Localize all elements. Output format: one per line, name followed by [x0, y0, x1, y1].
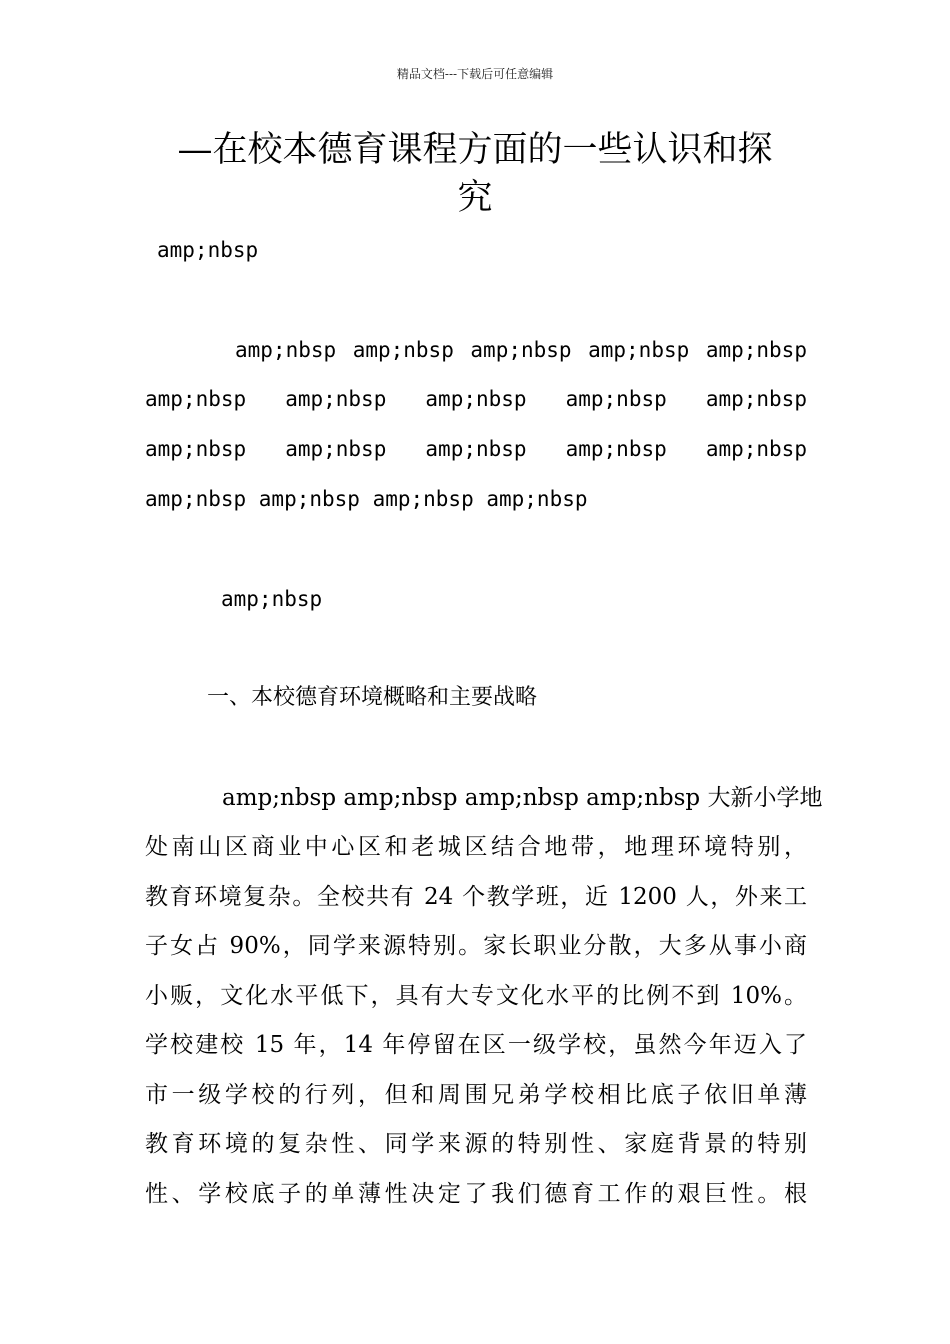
- paragraph-line: 性、学校底子的单薄性决定了我们德育工作的艰巨性。根: [145, 1181, 807, 1207]
- title-line-2: 究: [457, 178, 493, 218]
- nbsp-row-3: [145, 434, 807, 464]
- nbsp-token: amp;nbsp: [565, 387, 667, 411]
- nbsp-token: amp;nbsp: [705, 437, 807, 461]
- nbsp-token: amp;nbsp: [470, 338, 572, 362]
- nbsp-token: amp;nbsp: [565, 437, 667, 461]
- paragraph-line: 市一级学校的行列，但和周围兄弟学校相比底子依旧单薄: [145, 1082, 807, 1108]
- nbsp-token: amp;nbsp: [705, 338, 807, 362]
- nbsp-token: amp;nbsp: [352, 338, 454, 362]
- paragraph-line: 处南山区商业中心区和老城区结合地带，地理环境特别，: [145, 834, 807, 860]
- nbsp-line-1: amp;nbsp: [157, 238, 259, 262]
- nbsp-token: amp;nbsp: [705, 387, 807, 411]
- nbsp-row-1: [235, 335, 807, 365]
- paragraph-line: 子女占 90%，同学来源特别。家长职业分散，大多从事小商: [145, 933, 807, 959]
- nbsp-token: amp;nbsp: [235, 338, 337, 362]
- title-line-1: —在校本德育课程方面的一些认识和探: [177, 130, 773, 170]
- nbsp-token: amp;nbsp: [425, 387, 527, 411]
- paragraph-line: amp;nbsp amp;nbsp amp;nbsp amp;nbsp 大新小学地: [222, 785, 823, 811]
- nbsp-token: amp;nbsp: [145, 437, 247, 461]
- paragraph-line: 教育环境的复杂性、同学来源的特别性、家庭背景的特别: [145, 1131, 807, 1157]
- nbsp-token: amp;nbsp: [425, 437, 527, 461]
- paragraph-line: 教育环境复杂。全校共有 24 个教学班，近 1200 人，外来工: [145, 884, 807, 910]
- section-heading: 一、本校德育环境概略和主要战略: [207, 685, 538, 710]
- nbsp-token: amp;nbsp: [588, 338, 690, 362]
- nbsp-row-4: amp;nbsp amp;nbsp amp;nbsp amp;nbsp: [145, 487, 588, 511]
- document-title: [140, 126, 810, 222]
- nbsp-row-2: [145, 384, 807, 414]
- nbsp-token: amp;nbsp: [285, 437, 387, 461]
- header-note: 精品文档---下载后可任意编辑: [396, 67, 554, 81]
- nbsp-token: amp;nbsp: [285, 387, 387, 411]
- nbsp-token: amp;nbsp: [145, 387, 247, 411]
- nbsp-line-2: amp;nbsp: [221, 587, 323, 611]
- paragraph-line: 小贩，文化水平低下，具有大专文化水平的比例不到 10%。: [145, 983, 807, 1009]
- paragraph-line: 学校建校 15 年，14 年停留在区一级学校，虽然今年迈入了: [145, 1032, 807, 1058]
